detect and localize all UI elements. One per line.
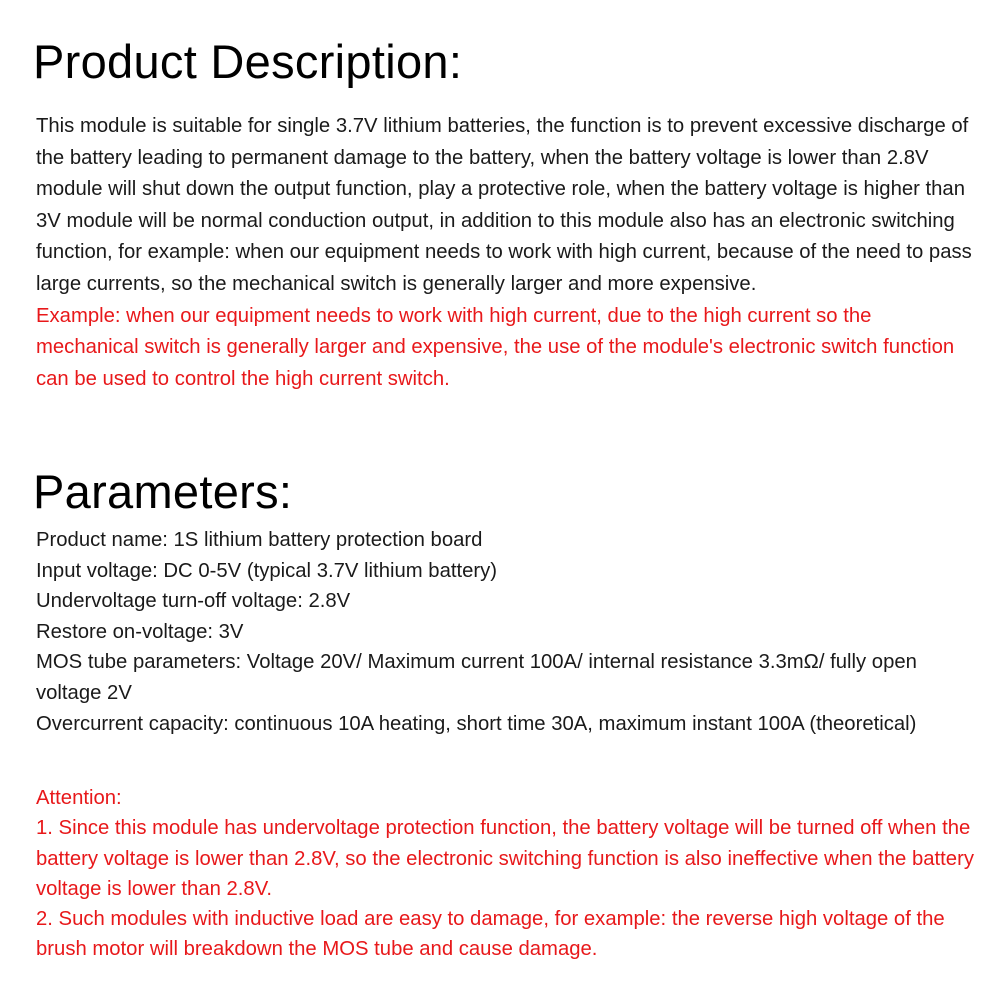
description-example: Example: when our equipment needs to work with high current, due to the high current so the mechanical switch is generally larger and expensive, the use of the module's electronic switch function can be used to control the high current switch. [36,304,955,390]
param-product-name: Product name: 1S lithium battery protection board [36,529,483,551]
attention-item-1: 1. Since this module has undervoltage protection function, the battery voltage will be turned off when the battery voltage is lower than 2.8V, so the electronic switching function is also ineffective when the battery voltage is lower than 2.8V. [36,817,974,900]
product-description-section [36,111,976,395]
product-description-heading: Product Description: [33,35,463,88]
param-mos-tube: MOS tube parameters: Voltage 20V/ Maximum current 100A/ internal resistance 3.3mΩ/ fully open voltage 2V [36,651,917,704]
param-undervoltage: Undervoltage turn-off voltage: 2.8V [36,590,351,613]
description-body: This module is suitable for single 3.7V lithium batteries, the function is to prevent excessive discharge of the battery leading to permanent damage to the battery, when the battery voltage is lower than 2.8V module will shut down the output function, play a protective role, when the battery voltage is higher than 3V module will be normal conduction output, in addition to this module also has an electronic switching function, for example: when our equipment needs to work with high current, because of the need to pass large currents, so the mechanical switch is generally larger and more expensive. [36,115,972,295]
parameters-heading: Parameters: [33,465,293,518]
attention-item-2: 2. Such modules with inductive load are easy to damage, for example: the reverse high voltage of the brush motor will breakdown the MOS tube and cause damage. [36,908,945,961]
param-overcurrent: Overcurrent capacity: continuous 10A heating, short time 30A, maximum instant 100A (theoretical) [36,712,917,735]
attention-section [36,783,976,965]
param-input-voltage: Input voltage: DC 0-5V (typical 3.7V lithium battery) [36,559,498,582]
parameters-list [36,525,976,739]
param-restore-voltage: Restore on-voltage: 3V [36,620,244,643]
attention-title: Attention: [36,787,122,809]
